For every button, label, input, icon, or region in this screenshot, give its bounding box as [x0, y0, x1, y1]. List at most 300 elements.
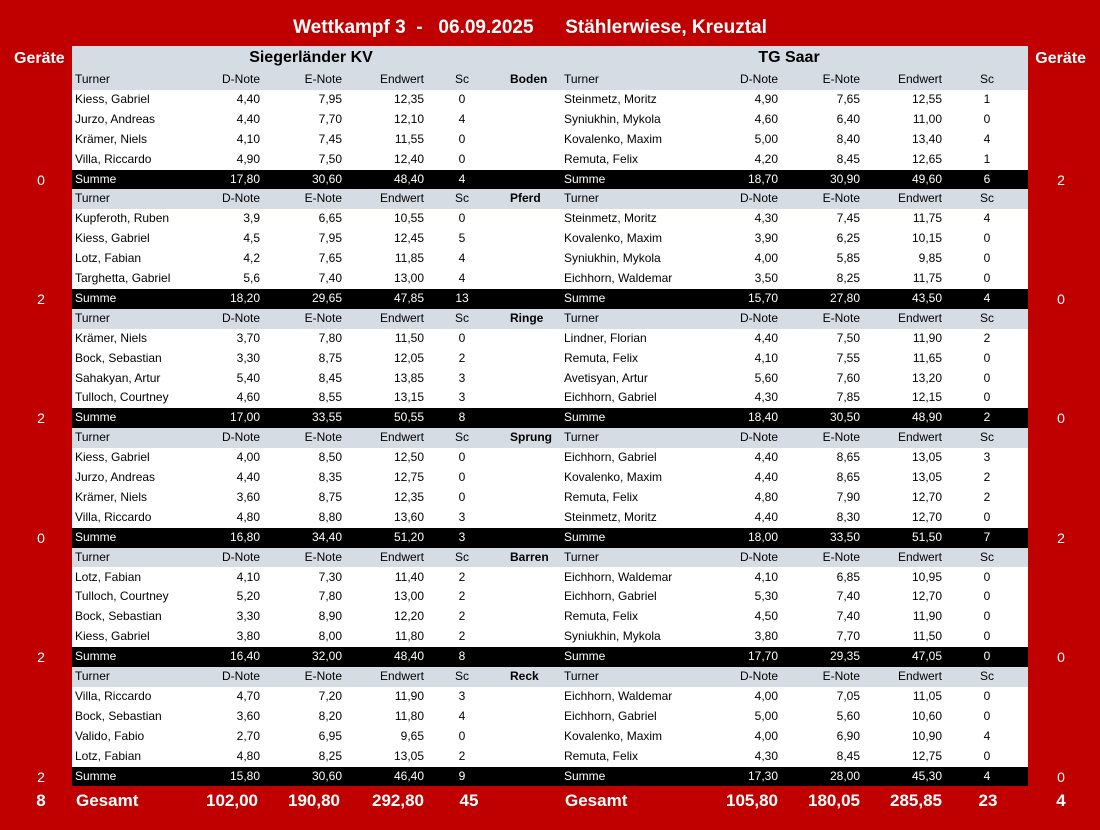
column-header-turner: Turner [75, 549, 110, 564]
sum-cell-right: 6 [983, 171, 991, 186]
cell-right: 4,50 [754, 609, 778, 624]
cell-right: 10,95 [911, 569, 942, 584]
column-header-end: Endwert [897, 430, 942, 445]
cell-right: 5,60 [836, 708, 860, 723]
column-header-e: E-Note [822, 72, 860, 86]
cell-left: Lotz, Fabian [75, 569, 142, 584]
cell-right: Syniukhin, Mykola [564, 251, 661, 266]
sum-cell-right: 18,00 [747, 529, 778, 544]
cell-right: 0 [983, 271, 991, 285]
sum-label-right: Summe [564, 410, 606, 425]
cell-right: 4,30 [754, 390, 778, 405]
sum-cell-left: 50,55 [393, 410, 424, 425]
apparatus-points-right: 0 [1057, 649, 1065, 666]
table-row [72, 568, 1028, 588]
sum-label-left: Summe [75, 410, 117, 425]
column-header-row [72, 548, 1028, 568]
column-header-end: Endwert [379, 72, 424, 86]
cell-right: 4,20 [754, 151, 778, 166]
sum-cell-left: 15,80 [229, 768, 260, 783]
sum-cell-right: 29,35 [829, 649, 860, 664]
cell-left: 9,65 [400, 728, 424, 743]
cell-right: 0 [983, 251, 991, 266]
cell-right: 9,85 [918, 251, 942, 266]
cell-right: 4 [983, 131, 991, 146]
cell-left: 8,80 [318, 509, 342, 524]
sum-cell-right: 7 [983, 529, 991, 544]
cell-left: 11,40 [394, 569, 424, 584]
cell-left: Sahakyan, Artur [75, 370, 161, 385]
table-row [72, 130, 1028, 150]
cell-left: 2 [458, 569, 466, 584]
column-header-turner: Turner [75, 191, 110, 206]
table-row [72, 747, 1028, 767]
cell-right: 8,30 [836, 509, 860, 524]
cell-right: 7,40 [836, 609, 860, 624]
cell-left: 13,85 [393, 370, 424, 385]
cell-left: Tulloch, Courtney [75, 390, 169, 405]
column-header-turner: Turner [564, 430, 599, 445]
column-header-end: Endwert [379, 191, 424, 206]
cell-left: Lotz, Fabian [75, 748, 142, 763]
cell-left: 4,60 [236, 390, 260, 405]
column-header-d: D-Note [221, 72, 260, 86]
sum-cell-left: 48,40 [393, 649, 424, 664]
sum-label-right: Summe [564, 290, 606, 305]
cell-left: 12,05 [393, 350, 424, 365]
sum-cell-left: 51,20 [393, 529, 424, 544]
cell-right: 7,65 [836, 91, 860, 106]
cell-left: Valido, Fabio [75, 728, 145, 743]
cell-left: 13,00 [393, 589, 424, 604]
cell-right: 8,45 [836, 748, 860, 763]
cell-left: 12,10 [393, 111, 424, 126]
column-header-e: E-Note [822, 191, 860, 206]
table-row [72, 388, 1028, 408]
sum-cell-left: 13 [455, 290, 469, 305]
cell-left: 7,95 [318, 91, 342, 106]
cell-left: 13,00 [393, 271, 424, 285]
cell-left: 4,5 [243, 231, 260, 246]
total-end-left: 292,80 [372, 791, 424, 810]
sum-cell-left: 17,80 [229, 171, 260, 186]
cell-right: 10,60 [911, 708, 942, 723]
table-row [72, 329, 1028, 349]
cell-left: 4 [458, 708, 466, 723]
apparatus-name: Pferd [510, 191, 541, 206]
cell-right: Remuta, Felix [564, 350, 639, 365]
cell-left: 11,80 [394, 708, 424, 723]
total-label-right: Gesamt [565, 791, 628, 810]
table-row [72, 587, 1028, 607]
cell-right: 4,40 [754, 330, 778, 345]
cell-left: 11,85 [394, 251, 424, 266]
cell-right: 0 [983, 569, 991, 584]
cell-left: 0 [458, 330, 466, 345]
column-header-sc: Sc [454, 310, 469, 325]
cell-right: Remuta, Felix [564, 489, 639, 504]
cell-left: 4,10 [236, 131, 260, 146]
cell-left: 8,90 [318, 609, 342, 624]
cell-right: 0 [983, 370, 991, 385]
sum-cell-left: 4 [458, 171, 466, 186]
column-header-sc: Sc [979, 191, 994, 206]
cell-left: 5 [458, 231, 466, 246]
column-header-d: D-Note [739, 191, 778, 206]
cell-right: Eichhorn, Gabriel [564, 589, 657, 604]
sum-cell-left: 8 [458, 410, 466, 425]
apparatus-name: Ringe [510, 310, 544, 325]
column-header-e: E-Note [304, 72, 342, 86]
side-label-right: Geräte [1035, 50, 1086, 67]
column-header-d: D-Note [221, 310, 260, 325]
column-header-end: Endwert [379, 430, 424, 445]
column-header-end: Endwert [379, 669, 424, 683]
cell-right: 0 [983, 688, 991, 703]
cell-right: 12,55 [911, 91, 942, 106]
column-header-turner: Turner [75, 72, 110, 86]
sum-label-left: Summe [75, 171, 117, 186]
cell-left: 11,80 [394, 629, 424, 644]
cell-right: Remuta, Felix [564, 609, 639, 624]
cell-left: Villa, Riccardo [75, 688, 152, 703]
apparatus-points-right: 0 [1057, 768, 1065, 785]
cell-left: 11,50 [394, 330, 424, 345]
cell-right: 12,75 [911, 748, 942, 763]
cell-right: 4,30 [754, 748, 778, 763]
sum-cell-right: 17,70 [747, 649, 778, 664]
apparatus-points-right: 0 [1057, 290, 1065, 307]
cell-right: 8,65 [836, 470, 860, 484]
cell-left: 13,15 [393, 390, 424, 405]
column-header-d: D-Note [739, 549, 778, 564]
apparatus-name: Barren [510, 549, 549, 564]
column-header-end: Endwert [379, 310, 424, 325]
cell-left: Bock, Sebastian [75, 609, 162, 624]
sum-cell-right: 27,80 [829, 290, 860, 305]
cell-left: Villa, Riccardo [75, 509, 152, 524]
total-d-right: 105,80 [726, 791, 778, 810]
cell-left: 4,80 [236, 748, 260, 763]
cell-right: 4 [983, 211, 991, 226]
total-d-left: 102,00 [206, 791, 258, 810]
table-row [72, 150, 1028, 170]
cell-right: 8,40 [836, 131, 860, 146]
column-header-e: E-Note [822, 310, 860, 325]
cell-right: 0 [983, 111, 991, 126]
cell-left: 3 [458, 509, 466, 524]
cell-right: 3,90 [754, 231, 778, 246]
sum-cell-left: 16,80 [229, 529, 260, 544]
cell-left: 3,80 [236, 629, 260, 644]
sum-cell-left: 30,60 [311, 768, 342, 783]
cell-right: 0 [983, 350, 991, 365]
cell-left: 0 [458, 450, 466, 465]
sum-cell-left: 48,40 [393, 171, 424, 186]
cell-right: Lindner, Florian [564, 330, 647, 345]
sum-cell-right: 0 [983, 649, 991, 664]
cell-left: 0 [458, 151, 466, 166]
sum-cell-right: 15,70 [747, 290, 778, 305]
sum-cell-left: 3 [458, 529, 466, 544]
sum-cell-left: 46,40 [393, 768, 424, 783]
cell-left: Kiess, Gabriel [75, 629, 150, 644]
totals-row [0, 789, 1100, 813]
cell-right: Steinmetz, Moritz [564, 211, 657, 226]
cell-left: 10,55 [393, 211, 424, 226]
column-header-d: D-Note [739, 669, 778, 683]
cell-right: 3 [983, 450, 991, 465]
cell-right: 1 [983, 91, 991, 106]
cell-left: 4,40 [236, 111, 260, 126]
cell-left: 6,65 [318, 211, 342, 226]
cell-left: 2 [458, 609, 466, 624]
apparatus-points-left: 0 [37, 171, 45, 188]
cell-right: 7,50 [836, 330, 860, 345]
sum-label-left: Summe [75, 649, 117, 664]
cell-right: 10,90 [911, 728, 942, 743]
sum-cell-right: 4 [983, 290, 991, 305]
cell-left: 5,6 [243, 271, 260, 285]
cell-right: 7,90 [836, 489, 860, 504]
cell-right: Eichhorn, Waldemar [564, 569, 673, 584]
column-header-e: E-Note [304, 430, 342, 445]
cell-right: 7,85 [836, 390, 860, 405]
cell-left: 7,30 [318, 569, 342, 584]
apparatus-name: Boden [510, 72, 548, 86]
cell-right: 2 [983, 470, 991, 484]
sum-row [72, 767, 1028, 787]
apparatus-name: Sprung [510, 430, 552, 445]
column-header-row [72, 70, 1028, 90]
cell-left: 7,65 [318, 251, 342, 266]
cell-left: 8,25 [318, 748, 342, 763]
cell-left: Krämer, Niels [75, 489, 148, 504]
cell-left: 7,40 [318, 271, 342, 285]
cell-right: 11,90 [912, 609, 942, 624]
cell-right: 5,30 [754, 589, 778, 604]
table-row [72, 468, 1028, 488]
cell-right: Eichhorn, Gabriel [564, 390, 657, 405]
sum-cell-right: 17,30 [747, 768, 778, 783]
cell-right: Steinmetz, Moritz [564, 91, 657, 106]
cell-left: Krämer, Niels [75, 131, 148, 146]
cell-right: 11,65 [912, 350, 942, 365]
cell-right: 5,00 [754, 708, 778, 723]
cell-right: 5,85 [836, 251, 860, 266]
column-header-end: Endwert [897, 310, 942, 325]
column-header-e: E-Note [304, 669, 342, 683]
sum-row [72, 289, 1028, 309]
cell-right: Eichhorn, Waldemar [564, 271, 673, 285]
cell-right: 6,85 [836, 569, 860, 584]
column-header-row [72, 189, 1028, 209]
cell-right: 4,10 [754, 569, 778, 584]
cell-right: 3,80 [754, 629, 778, 644]
cell-right: Avetisyan, Artur [564, 370, 648, 385]
cell-left: Bock, Sebastian [75, 350, 162, 365]
cell-right: 4,10 [754, 350, 778, 365]
apparatus-points-left: 2 [37, 410, 45, 427]
cell-left: 4,2 [243, 251, 260, 266]
cell-right: Eichhorn, Gabriel [564, 708, 657, 723]
sum-label-right: Summe [564, 529, 606, 544]
table-row [72, 607, 1028, 627]
cell-right: 7,55 [836, 350, 860, 365]
column-header-row [72, 428, 1028, 448]
cell-right: 2 [983, 489, 991, 504]
cell-left: Krämer, Niels [75, 330, 148, 345]
sum-cell-right: 18,70 [747, 171, 778, 186]
sum-label-right: Summe [564, 649, 606, 664]
cell-right: Kovalenko, Maxim [564, 131, 663, 146]
cell-left: 4,40 [236, 91, 260, 106]
column-header-e: E-Note [304, 310, 342, 325]
cell-right: 5,60 [754, 370, 778, 385]
cell-right: 4,30 [754, 211, 778, 226]
cell-left: 8,35 [318, 470, 342, 484]
column-header-e: E-Note [304, 549, 342, 564]
table-row [72, 707, 1028, 727]
column-header-turner: Turner [75, 669, 110, 683]
cell-left: 12,35 [393, 489, 424, 504]
cell-left: 3,60 [236, 489, 260, 504]
cell-left: 4,80 [236, 509, 260, 524]
cell-left: 3,9 [243, 211, 260, 226]
cell-right: 11,90 [912, 330, 942, 345]
column-header-e: E-Note [822, 549, 860, 564]
sum-cell-left: 47,85 [393, 290, 424, 305]
cell-left: 3 [458, 688, 466, 703]
table-row [72, 90, 1028, 110]
apparatus-points-left: 2 [37, 649, 45, 666]
table-row [72, 349, 1028, 369]
cell-left: 13,60 [393, 509, 424, 524]
total-e-left: 190,80 [288, 791, 340, 810]
table-row [72, 209, 1028, 229]
column-header-turner: Turner [564, 72, 599, 86]
cell-left: Jurzo, Andreas [75, 111, 156, 126]
total-e-right: 180,05 [808, 791, 860, 810]
cell-right: 6,90 [836, 728, 860, 743]
cell-left: 7,20 [318, 688, 342, 703]
apparatus-points-right: 0 [1057, 410, 1065, 427]
sum-label-right: Summe [564, 171, 606, 186]
apparatus-points-left: 2 [37, 768, 45, 785]
table-row [72, 448, 1028, 468]
cell-left: 6,95 [318, 728, 342, 743]
cell-left: 4,70 [236, 688, 260, 703]
cell-right: 12,70 [911, 589, 942, 604]
column-header-d: D-Note [221, 191, 260, 206]
table-row [72, 249, 1028, 269]
cell-right: Kovalenko, Maxim [564, 728, 663, 743]
sum-row [72, 408, 1028, 428]
cell-left: 3,30 [236, 350, 260, 365]
cell-left: 7,95 [318, 231, 342, 246]
cell-right: 13,20 [911, 370, 942, 385]
cell-right: 7,60 [836, 370, 860, 385]
sum-cell-right: 28,00 [829, 768, 860, 783]
cell-left: 3 [458, 390, 466, 405]
cell-left: Kiess, Gabriel [75, 231, 150, 246]
cell-right: 8,25 [836, 271, 860, 285]
column-header-d: D-Note [739, 310, 778, 325]
cell-left: 0 [458, 91, 466, 106]
cell-right: 0 [983, 708, 991, 723]
column-header-e: E-Note [304, 191, 342, 206]
column-header-sc: Sc [454, 72, 469, 86]
cell-right: 4,90 [754, 91, 778, 106]
column-header-sc: Sc [454, 191, 469, 206]
cell-left: 4,90 [236, 151, 260, 166]
column-header-sc: Sc [979, 430, 994, 445]
cell-right: 11,05 [912, 688, 942, 703]
apparatus-name: Reck [510, 669, 539, 683]
column-header-sc: Sc [454, 549, 469, 564]
cell-right: Syniukhin, Mykola [564, 111, 661, 126]
sum-cell-left: 18,20 [229, 290, 260, 305]
team-name-right: TG Saar [550, 46, 1028, 70]
cell-right: 4,60 [754, 111, 778, 126]
table-row [72, 110, 1028, 130]
table-row [72, 488, 1028, 508]
sum-cell-right: 33,50 [829, 529, 860, 544]
total-label-left: Gesamt [76, 791, 139, 810]
column-header-end: Endwert [897, 72, 942, 86]
column-header-d: D-Note [221, 549, 260, 564]
cell-right: 3,50 [754, 271, 778, 285]
column-header-d: D-Note [221, 430, 260, 445]
table-row [72, 627, 1028, 647]
cell-left: 12,40 [393, 151, 424, 166]
cell-right: 4,00 [754, 251, 778, 266]
cell-left: 4 [458, 271, 466, 285]
cell-right: 12,15 [911, 390, 942, 405]
column-header-turner: Turner [564, 549, 599, 564]
sum-cell-left: 30,60 [311, 171, 342, 186]
cell-right: 0 [983, 390, 991, 405]
cell-right: 4,40 [754, 450, 778, 465]
cell-right: 0 [983, 231, 991, 246]
cell-right: Kovalenko, Maxim [564, 470, 663, 484]
column-header-turner: Turner [75, 310, 110, 325]
cell-right: 6,40 [836, 111, 860, 126]
cell-left: 8,55 [318, 390, 342, 405]
cell-left: Villa, Riccardo [75, 151, 152, 166]
cell-right: 0 [983, 509, 991, 524]
sum-label-left: Summe [75, 529, 117, 544]
table-row [72, 687, 1028, 707]
cell-right: 10,15 [911, 231, 942, 246]
cell-left: 2 [458, 748, 466, 763]
sum-label-right: Summe [564, 768, 606, 783]
cell-left: 12,35 [393, 91, 424, 106]
sum-cell-right: 43,50 [911, 290, 942, 305]
sum-cell-left: 34,40 [311, 529, 342, 544]
cell-left: 7,50 [318, 151, 342, 166]
column-header-d: D-Note [739, 72, 778, 86]
column-header-sc: Sc [979, 669, 994, 683]
cell-left: 8,50 [318, 450, 342, 465]
column-header-sc: Sc [979, 310, 994, 325]
cell-left: Lotz, Fabian [75, 251, 142, 266]
cell-right: 2 [983, 330, 991, 345]
column-header-d: D-Note [221, 669, 260, 683]
sum-label-left: Summe [75, 768, 117, 783]
sum-cell-left: 8 [458, 649, 466, 664]
cell-left: Tulloch, Courtney [75, 589, 169, 604]
